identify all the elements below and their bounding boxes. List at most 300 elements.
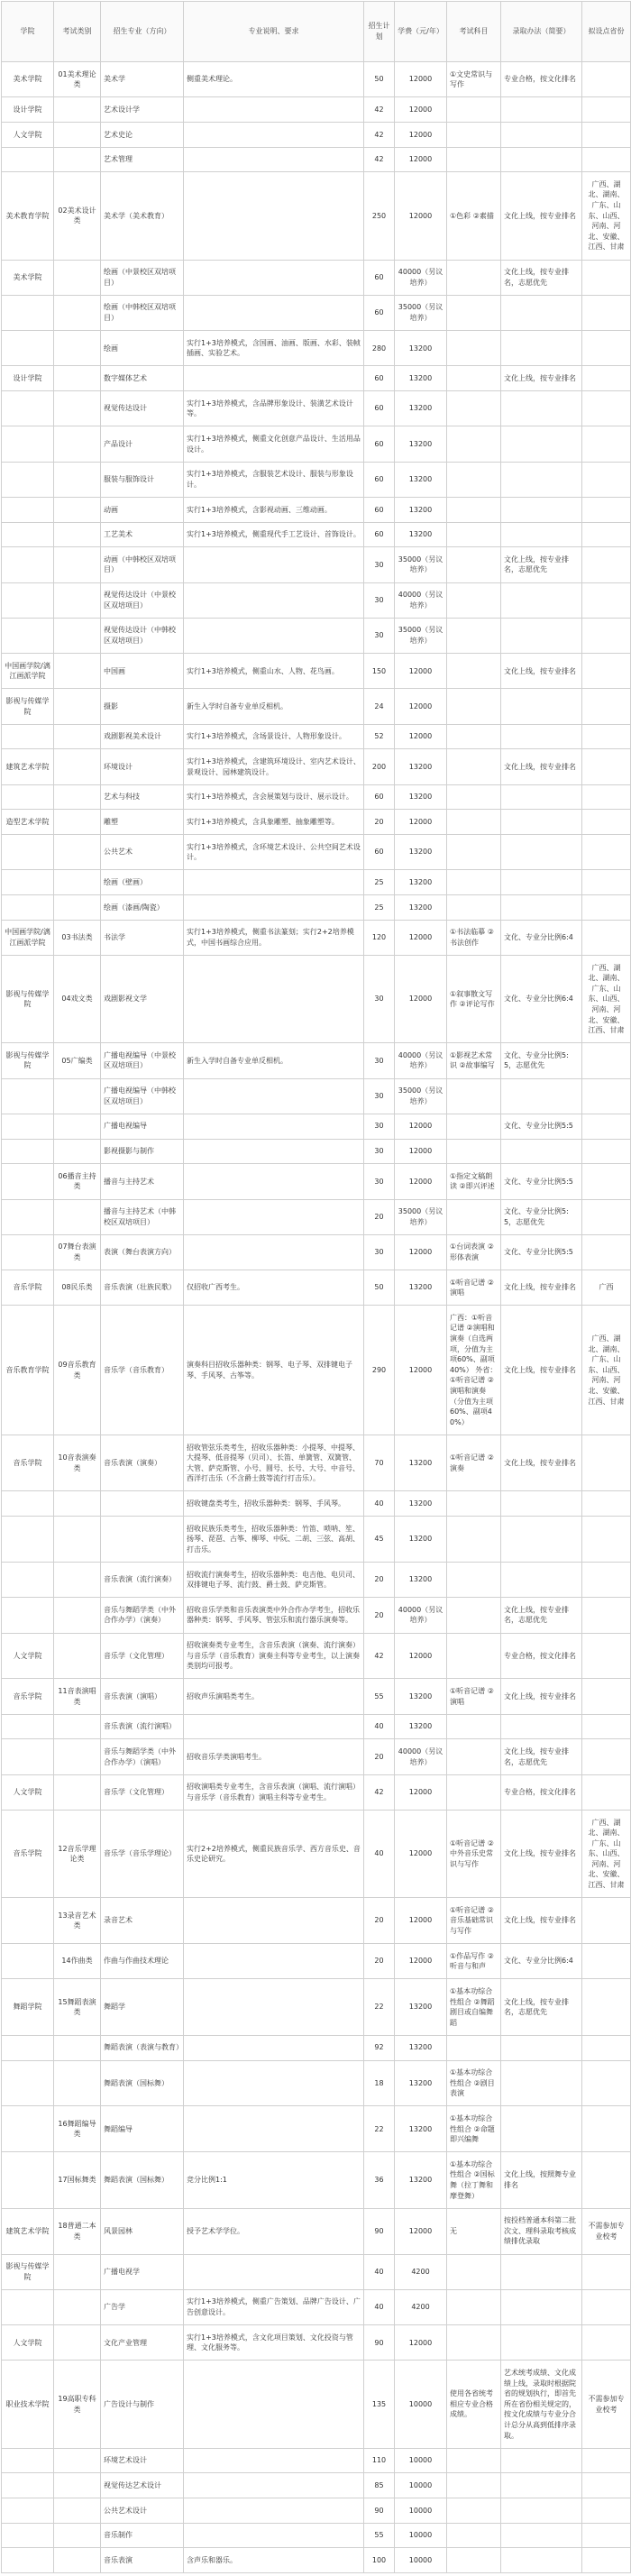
- table-row: [2, 147, 631, 172]
- cell-college: [2, 1944, 54, 1979]
- cell-plan: 30: [364, 547, 395, 582]
- cell-plan: 24: [364, 689, 395, 724]
- cell-college: [2, 331, 54, 366]
- cell-subjects: ①听音记谱 ②演唱: [447, 1270, 501, 1306]
- cell-desc: [184, 895, 364, 921]
- cell-admission: [501, 870, 582, 895]
- cell-subjects: [447, 2548, 501, 2573]
- cell-exam-type: [54, 2254, 101, 2289]
- cell-subjects: 广西：①听音记谱 ②演唱和演奏（自选两项，分值为主项60%、副项40%） 外省：①听音记谱 ②演唱和演奏（分值为主项60%、副项40%）: [447, 1306, 501, 1435]
- cell-college: [2, 1739, 54, 1774]
- cell-admission: [501, 462, 582, 497]
- cell-major: [101, 1517, 184, 1563]
- cell-provinces: [582, 391, 631, 426]
- cell-plan: 25: [364, 895, 395, 921]
- cell-provinces: [582, 1164, 631, 1199]
- cell-plan: 280: [364, 331, 395, 366]
- cell-admission: [501, 2448, 582, 2473]
- table-row: [2, 870, 631, 895]
- cell-provinces: [582, 1563, 631, 1598]
- cell-subjects: [447, 618, 501, 653]
- cell-fee: 40000（另议培养）: [395, 582, 447, 618]
- cell-desc: [184, 956, 364, 1043]
- cell-admission: [501, 2548, 582, 2573]
- cell-exam-type: [54, 2035, 101, 2060]
- cell-subjects: [447, 97, 501, 123]
- cell-major: 雕塑: [101, 810, 184, 835]
- cell-desc: 新生入学时自备专业单反相机。: [184, 1043, 364, 1078]
- table-row: [2, 1679, 631, 1714]
- cell-major: 公共艺术设计: [101, 2498, 184, 2524]
- cell-subjects: [447, 2325, 501, 2361]
- cell-fee: 13200: [395, 497, 447, 522]
- table-row: [2, 2208, 631, 2254]
- cell-subjects: [447, 1517, 501, 1563]
- cell-subjects: [447, 2035, 501, 2060]
- cell-provinces: [582, 1633, 631, 1679]
- cell-desc: 招收声乐演唱类考生。: [184, 1679, 364, 1714]
- cell-subjects: ①基本功综合性组合 ②命题即兴编舞: [447, 2106, 501, 2152]
- cell-provinces: [582, 2254, 631, 2289]
- cell-admission: 专业合格，按文化排名: [501, 1774, 582, 1810]
- table-row: [2, 1774, 631, 1810]
- cell-plan: 30: [364, 1164, 395, 1199]
- table-row: [2, 2289, 631, 2324]
- cell-exam-type: 14作曲类: [54, 1944, 101, 1979]
- cell-subjects: [447, 1714, 501, 1739]
- cell-admission: [501, 1491, 582, 1517]
- cell-desc: [184, 1078, 364, 1114]
- cell-subjects: ①色彩 ②素描: [447, 172, 501, 260]
- cell-college: 音乐学院: [2, 1270, 54, 1306]
- cell-fee: 13200: [395, 2035, 447, 2060]
- cell-college: [2, 784, 54, 810]
- cell-plan: 42: [364, 97, 395, 123]
- cell-provinces: [582, 1898, 631, 1944]
- cell-plan: 40: [364, 2254, 395, 2289]
- cell-major: 舞蹈编导: [101, 2106, 184, 2152]
- table-row: [2, 260, 631, 295]
- cell-subjects: ①台词表演 ②形体表演: [447, 1234, 501, 1270]
- cell-admission: [501, 391, 582, 426]
- cell-major: 动画: [101, 497, 184, 522]
- cell-plan: 40: [364, 1714, 395, 1739]
- cell-plan: 30: [364, 956, 395, 1043]
- table-row: [2, 749, 631, 784]
- cell-major: 动画（中韩校区双培项目）: [101, 547, 184, 582]
- cell-admission: [501, 1078, 582, 1114]
- cell-fee: 13200: [395, 331, 447, 366]
- cell-plan: 22: [364, 1979, 395, 2035]
- cell-provinces: [582, 2498, 631, 2524]
- cell-fee: 12000: [395, 97, 447, 123]
- cell-major: 风景园林: [101, 2208, 184, 2254]
- cell-desc: 实行1+3培养模式，含具象雕塑、抽象雕塑等。: [184, 810, 364, 835]
- cell-desc: 实行1+3培养模式，含建筑环境设计、室内艺术设计、景观设计、园林建筑设计。: [184, 749, 364, 784]
- cell-exam-type: [54, 331, 101, 366]
- cell-desc: 招收民族乐类考生，招收乐器种类：竹笛、唢呐、笙、扬琴、琵琶、古筝、柳琴、中阮、二胡、三弦、高胡、打击乐。: [184, 1517, 364, 1563]
- cell-fee: 40000（另议培养）: [395, 1043, 447, 1078]
- cell-exam-type: 10音表演奏类: [54, 1435, 101, 1490]
- cell-plan: 55: [364, 2523, 395, 2548]
- cell-provinces: [582, 2106, 631, 2152]
- cell-admission: 文化上线，按专业排名: [501, 654, 582, 689]
- table-row: [2, 1944, 631, 1979]
- cell-exam-type: [54, 426, 101, 462]
- cell-exam-type: [54, 295, 101, 330]
- col-subjects: 考试科目: [447, 2, 501, 62]
- cell-plan: 110: [364, 2448, 395, 2473]
- table-row: [2, 835, 631, 870]
- cell-fee: 12000: [395, 1139, 447, 1164]
- cell-subjects: [447, 835, 501, 870]
- cell-college: 音乐教育学院: [2, 1306, 54, 1435]
- cell-plan: 60: [364, 522, 395, 547]
- table-row: [2, 2325, 631, 2361]
- cell-fee: 12000: [395, 956, 447, 1043]
- cell-fee: 13200: [395, 895, 447, 921]
- table-row: [2, 1517, 631, 1563]
- cell-exam-type: 19高职专科类: [54, 2361, 101, 2448]
- cell-plan: 36: [364, 2152, 395, 2208]
- cell-exam-type: [54, 2548, 101, 2573]
- cell-major: 艺术管理: [101, 147, 184, 172]
- cell-fee: 35000（另议培养）: [395, 618, 447, 653]
- cell-fee: 12000: [395, 689, 447, 724]
- cell-fee: 13200: [395, 749, 447, 784]
- table-row: [2, 784, 631, 810]
- cell-admission: [501, 2523, 582, 2548]
- cell-exam-type: [54, 522, 101, 547]
- cell-major: 广播电视编导（中景校区双培项目）: [101, 1043, 184, 1078]
- cell-exam-type: [54, 1491, 101, 1517]
- table-row: [2, 97, 631, 123]
- cell-fee: 13200: [395, 2152, 447, 2208]
- cell-plan: 20: [364, 1563, 395, 1598]
- cell-fee: 10000: [395, 2361, 447, 2448]
- cell-major: 环境艺术设计: [101, 2448, 184, 2473]
- cell-exam-type: [54, 1078, 101, 1114]
- cell-desc: 新生入学时自备专业单反相机。: [184, 689, 364, 724]
- cell-fee: 12000: [395, 1164, 447, 1199]
- table-row: [2, 810, 631, 835]
- cell-plan: 30: [364, 1114, 395, 1139]
- cell-subjects: 无: [447, 2208, 501, 2254]
- cell-provinces: [582, 62, 631, 97]
- cell-provinces: [582, 1944, 631, 1979]
- cell-plan: 52: [364, 724, 395, 749]
- cell-exam-type: 01美术理论类: [54, 62, 101, 97]
- cell-major: 戏剧影视文学: [101, 956, 184, 1043]
- cell-exam-type: [54, 2448, 101, 2473]
- cell-major: 音乐与舞蹈学类（中外合作办学）（演唱）: [101, 1739, 184, 1774]
- cell-admission: [501, 1517, 582, 1563]
- cell-subjects: ①听音记谱 ②演奏: [447, 1435, 501, 1490]
- cell-subjects: [447, 1139, 501, 1164]
- cell-fee: 13200: [395, 1563, 447, 1598]
- cell-college: 音乐学院: [2, 1679, 54, 1714]
- cell-exam-type: [54, 97, 101, 123]
- cell-major: 绘画（壁画）: [101, 870, 184, 895]
- cell-admission: 文化上线，按专业排名，志愿优先: [501, 1598, 582, 1633]
- cell-exam-type: [54, 1774, 101, 1810]
- table-row: [2, 895, 631, 921]
- cell-major: 音乐学（文化管理）: [101, 1774, 184, 1810]
- cell-college: 中国画学院/漓江画派学院: [2, 920, 54, 955]
- cell-plan: 60: [364, 426, 395, 462]
- cell-desc: [184, 2254, 364, 2289]
- cell-admission: 专业合格，按文化排名: [501, 1633, 582, 1679]
- col-fee: 学费（元/年）: [395, 2, 447, 62]
- cell-exam-type: [54, 147, 101, 172]
- cell-provinces: [582, 784, 631, 810]
- cell-major: 音乐与舞蹈学类（中外合作办学）（演奏）: [101, 1598, 184, 1633]
- cell-plan: 18: [364, 2060, 395, 2106]
- cell-desc: [184, 2448, 364, 2473]
- cell-college: 美术教育学院: [2, 172, 54, 260]
- cell-plan: 60: [364, 366, 395, 391]
- cell-provinces: [582, 895, 631, 921]
- cell-plan: 30: [364, 1234, 395, 1270]
- cell-admission: [501, 2106, 582, 2152]
- cell-admission: 文化上线，按专业排名: [501, 1679, 582, 1714]
- cell-major: 数字媒体艺术: [101, 366, 184, 391]
- cell-desc: 实行1+3培养模式，侧重书法篆刻；实行2+2培养模式，中国书画综合应用。: [184, 920, 364, 955]
- table-row: [2, 391, 631, 426]
- cell-desc: 实行1+3培养模式，侧重广告策划、品牌广告设计、广告创意设计。: [184, 2289, 364, 2324]
- cell-admission: [501, 895, 582, 921]
- cell-college: 影视与传媒学院: [2, 1043, 54, 1078]
- cell-fee: 10000: [395, 2473, 447, 2498]
- cell-subjects: [447, 784, 501, 810]
- cell-fee: 4200: [395, 2254, 447, 2289]
- cell-admission: 文化、专业分比例6:4: [501, 956, 582, 1043]
- cell-plan: 50: [364, 62, 395, 97]
- table-row: [2, 2548, 631, 2573]
- cell-subjects: [447, 331, 501, 366]
- cell-fee: 40000（另议培养）: [395, 1598, 447, 1633]
- cell-admission: 文化上线，按专业排名，志愿优先: [501, 1739, 582, 1774]
- cell-plan: 30: [364, 1043, 395, 1078]
- cell-desc: [184, 1139, 364, 1164]
- table-row: [2, 1139, 631, 1164]
- table-row: [2, 1491, 631, 1517]
- cell-exam-type: [54, 2473, 101, 2498]
- cell-college: 影视与传媒学院: [2, 956, 54, 1043]
- cell-exam-type: [54, 654, 101, 689]
- cell-major: 戏剧影视美术设计: [101, 724, 184, 749]
- cell-major: 文化产业管理: [101, 2325, 184, 2361]
- cell-provinces: [582, 618, 631, 653]
- cell-provinces: [582, 689, 631, 724]
- cell-exam-type: [54, 366, 101, 391]
- cell-college: [2, 147, 54, 172]
- admission-plan-table: [1, 1, 631, 2573]
- cell-subjects: ①基本功综合性组合 ②剧目表演: [447, 2060, 501, 2106]
- cell-subjects: [447, 582, 501, 618]
- cell-exam-type: [54, 784, 101, 810]
- cell-college: [2, 462, 54, 497]
- cell-subjects: [447, 366, 501, 391]
- cell-admission: [501, 97, 582, 123]
- cell-subjects: ①基本功综合性组合 ②舞蹈剧目或自编舞蹈: [447, 1979, 501, 2035]
- cell-major: 作曲与作曲技术理论: [101, 1944, 184, 1979]
- cell-exam-type: 18普通二本类: [54, 2208, 101, 2254]
- cell-college: [2, 724, 54, 749]
- cell-fee: 13200: [395, 1435, 447, 1490]
- cell-college: 人文学院: [2, 1774, 54, 1810]
- table-row: [2, 366, 631, 391]
- cell-fee: 10000: [395, 2523, 447, 2548]
- cell-subjects: [447, 1199, 501, 1234]
- cell-admission: 文化上线，按专业排名，志愿优先: [501, 1979, 582, 2035]
- cell-desc: 实行1+3培养模式，含文化项目策划、文化投资与管理、文化服务等。: [184, 2325, 364, 2361]
- cell-college: 职业技术学院: [2, 2361, 54, 2448]
- cell-exam-type: 09音乐教育类: [54, 1306, 101, 1435]
- cell-exam-type: [54, 1517, 101, 1563]
- cell-desc: 竞分比例1:1: [184, 2152, 364, 2208]
- cell-fee: 12000: [395, 1114, 447, 1139]
- cell-desc: [184, 2361, 364, 2448]
- cell-plan: 20: [364, 1898, 395, 1944]
- cell-subjects: [447, 2498, 501, 2524]
- cell-subjects: ①听音记谱 ②演唱: [447, 1679, 501, 1714]
- cell-desc: [184, 2060, 364, 2106]
- cell-admission: 专业合格，按文化排名: [501, 62, 582, 97]
- cell-fee: 12000: [395, 1944, 447, 1979]
- cell-admission: 艺术统考成绩、文化成绩上线，录取时根据院省的规划执行，即首先所在省份相关规定的，按文化成绩与专业分合计总分从高到低排序录取。: [501, 2361, 582, 2448]
- col-admission: 录取办法（简要）: [501, 2, 582, 62]
- cell-plan: 70: [364, 1435, 395, 1490]
- cell-provinces: [582, 2473, 631, 2498]
- cell-subjects: [447, 391, 501, 426]
- cell-major: 播音与主持艺术: [101, 1164, 184, 1199]
- cell-plan: 40: [364, 2289, 395, 2324]
- cell-major: 书法学: [101, 920, 184, 955]
- cell-admission: [501, 810, 582, 835]
- cell-major: 广播电视编导（中韩校区双培项目）: [101, 1078, 184, 1114]
- cell-plan: 20: [364, 1199, 395, 1234]
- cell-fee: 13200: [395, 2060, 447, 2106]
- cell-desc: [184, 1234, 364, 1270]
- cell-plan: 20: [364, 810, 395, 835]
- cell-major: 舞蹈表演（国标舞）: [101, 2152, 184, 2208]
- cell-exam-type: [54, 2289, 101, 2324]
- cell-subjects: ①听音记谱 ②中外音乐史常识与写作: [447, 1810, 501, 1897]
- cell-college: 中国画学院/漓江画派学院: [2, 654, 54, 689]
- col-exam-type: 考试类别: [54, 2, 101, 62]
- cell-fee: 13200: [395, 2106, 447, 2152]
- cell-subjects: [447, 1739, 501, 1774]
- cell-admission: 文化、专业分比例5:5，志愿优先: [501, 1043, 582, 1078]
- cell-fee: 12000: [395, 1898, 447, 1944]
- cell-fee: 10000: [395, 2548, 447, 2573]
- cell-desc: [184, 2523, 364, 2548]
- cell-desc: 演奏科目招收乐器种类：钢琴、电子琴、双排键电子琴、手风琴、古筝等。: [184, 1306, 364, 1435]
- cell-desc: 授予艺术学学位。: [184, 2208, 364, 2254]
- cell-admission: 文化上线，按专业排名: [501, 172, 582, 260]
- cell-college: [2, 870, 54, 895]
- cell-desc: 招收管弦乐类考生，招收乐器种类：小提琴、中提琴、大提琴、低音提琴（贝司）、长笛、单簧管、双簧管、大管、萨克斯管、小号、圆号、长号、大号、中音号、西洋打击乐（不含爵士鼓等流行打击乐）。: [184, 1435, 364, 1490]
- col-provinces: 拟设点省份: [582, 2, 631, 62]
- cell-college: 建筑艺术学院: [2, 2208, 54, 2254]
- table-row: [2, 1078, 631, 1114]
- cell-subjects: ①听音记谱 ②音乐基础常识与写作: [447, 1898, 501, 1944]
- cell-provinces: [582, 1979, 631, 2035]
- cell-plan: 30: [364, 582, 395, 618]
- cell-fee: 4200: [395, 2289, 447, 2324]
- cell-exam-type: [54, 1139, 101, 1164]
- cell-admission: [501, 1563, 582, 1598]
- table-row: [2, 2060, 631, 2106]
- cell-plan: 60: [364, 835, 395, 870]
- cell-subjects: [447, 895, 501, 921]
- cell-fee: 40000（另议培养）: [395, 1739, 447, 1774]
- cell-admission: [501, 2060, 582, 2106]
- cell-provinces: [582, 2548, 631, 2573]
- cell-desc: [184, 1114, 364, 1139]
- cell-college: [2, 1164, 54, 1199]
- cell-subjects: ①指定文稿朗读 ②即兴评述: [447, 1164, 501, 1199]
- cell-exam-type: [54, 1563, 101, 1598]
- table-row: [2, 1598, 631, 1633]
- cell-major: 影视摄影与制作: [101, 1139, 184, 1164]
- table-row: [2, 2035, 631, 2060]
- cell-desc: 招收音乐学类和音乐表演类中外合作办学考生，招收乐器种类：钢琴、手风琴、管弦乐和流行器乐演奏等。: [184, 1598, 364, 1633]
- cell-provinces: 不需参加专业校考: [582, 2361, 631, 2448]
- cell-provinces: [582, 870, 631, 895]
- cell-provinces: [582, 366, 631, 391]
- cell-college: 设计学院: [2, 97, 54, 123]
- cell-subjects: [447, 724, 501, 749]
- cell-college: 舞蹈学院: [2, 1979, 54, 2035]
- cell-plan: 60: [364, 462, 395, 497]
- table-row: [2, 1563, 631, 1598]
- cell-desc: [184, 147, 364, 172]
- cell-fee: 10000: [395, 2448, 447, 2473]
- cell-exam-type: [54, 582, 101, 618]
- cell-subjects: [447, 2254, 501, 2289]
- cell-admission: [501, 122, 582, 147]
- cell-plan: 200: [364, 749, 395, 784]
- cell-college: [2, 547, 54, 582]
- table-row: [2, 331, 631, 366]
- cell-admission: [501, 1139, 582, 1164]
- cell-desc: 实行1+3培养模式，含场景设计、人物形象设计。: [184, 724, 364, 749]
- cell-major: 环境设计: [101, 749, 184, 784]
- cell-exam-type: [54, 835, 101, 870]
- cell-subjects: [447, 1563, 501, 1598]
- cell-provinces: [582, 1078, 631, 1114]
- cell-desc: [184, 172, 364, 260]
- cell-subjects: [447, 547, 501, 582]
- cell-provinces: [582, 1774, 631, 1810]
- table-row: [2, 2152, 631, 2208]
- cell-fee: 13200: [395, 1714, 447, 1739]
- cell-subjects: 使用各省统考相应专业合格成绩。: [447, 2361, 501, 2448]
- cell-subjects: [447, 2473, 501, 2498]
- cell-admission: [501, 835, 582, 870]
- cell-provinces: 广西: [582, 1270, 631, 1306]
- table-row: [2, 172, 631, 260]
- cell-plan: 30: [364, 618, 395, 653]
- cell-college: 人文学院: [2, 122, 54, 147]
- cell-major: 舞蹈学: [101, 1979, 184, 2035]
- cell-plan: 22: [364, 2106, 395, 2152]
- cell-fee: 35000（另议培养）: [395, 1078, 447, 1114]
- cell-exam-type: 03书法类: [54, 920, 101, 955]
- cell-plan: 92: [364, 2035, 395, 2060]
